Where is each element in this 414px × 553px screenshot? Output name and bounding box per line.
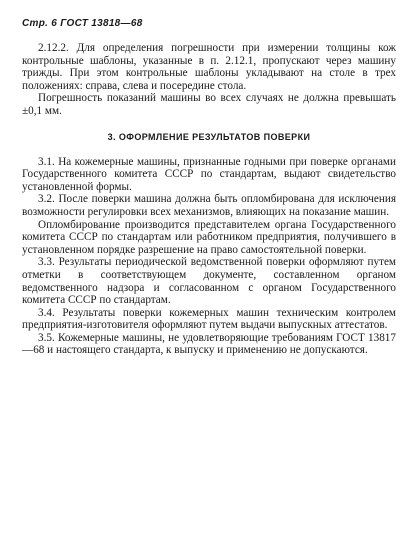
paragraph-3-4: 3.4. Результаты поверки кожемерных машин техническим контролем предприятия-изготовителя оформляют путем выдачи выпускных аттестатов. [22, 306, 396, 332]
paragraph-sealing: Опломбирование производится представителем органа Государственного комитета СССР по стандартам или работником предприятия, получившего в установленном порядке разрешение на право самостоятельной поверки. [22, 218, 396, 256]
paragraph-3-1: 3.1. На кожемерные машины, признанные годными при поверке органами Государственного комитета СССР по стандартам, выдают свидетельство установленной формы. [22, 155, 396, 193]
paragraph-3-2: 3.2. После поверки машина должна быть опломбирована для исключения возможности регулировки всех механизмов, влияющих на показание машин. [22, 193, 396, 218]
paragraph-error-limit: Погрешность показаний машины во всех случаях не должна превышать ±0,1 мм. [22, 92, 396, 117]
paragraph-3-5: 3.5. Кожемерные машины, не удовлетворяющие требованиям ГОСТ 13817—68 и настоящего стандарта, к выпуску и применению не допускаются. [22, 331, 396, 357]
paragraph-3-3: 3.3. Результаты периодической ведомственной поверки оформляют путем отметки в соответствующем документе, составленном органом ведомственного надзора и согласованном с органом Государственного комитета СССР по стандартам. [22, 256, 396, 307]
page-header: Стр. 6 ГОСТ 13818—68 [22, 18, 143, 29]
section-title: 3. ОФОРМЛЕНИЕ РЕЗУЛЬТАТОВ ПОВЕРКИ [107, 131, 311, 142]
paragraph-2-12-2: 2.12.2. Для определения погрешности при измерении толщины кож контрольные шаблоны, указанные в п. 2.12.1, пропускают через машину трижды. При этом контрольные шаблоны укладывают на столе в трех положениях: справа, слева и посередине стола. [22, 42, 396, 92]
